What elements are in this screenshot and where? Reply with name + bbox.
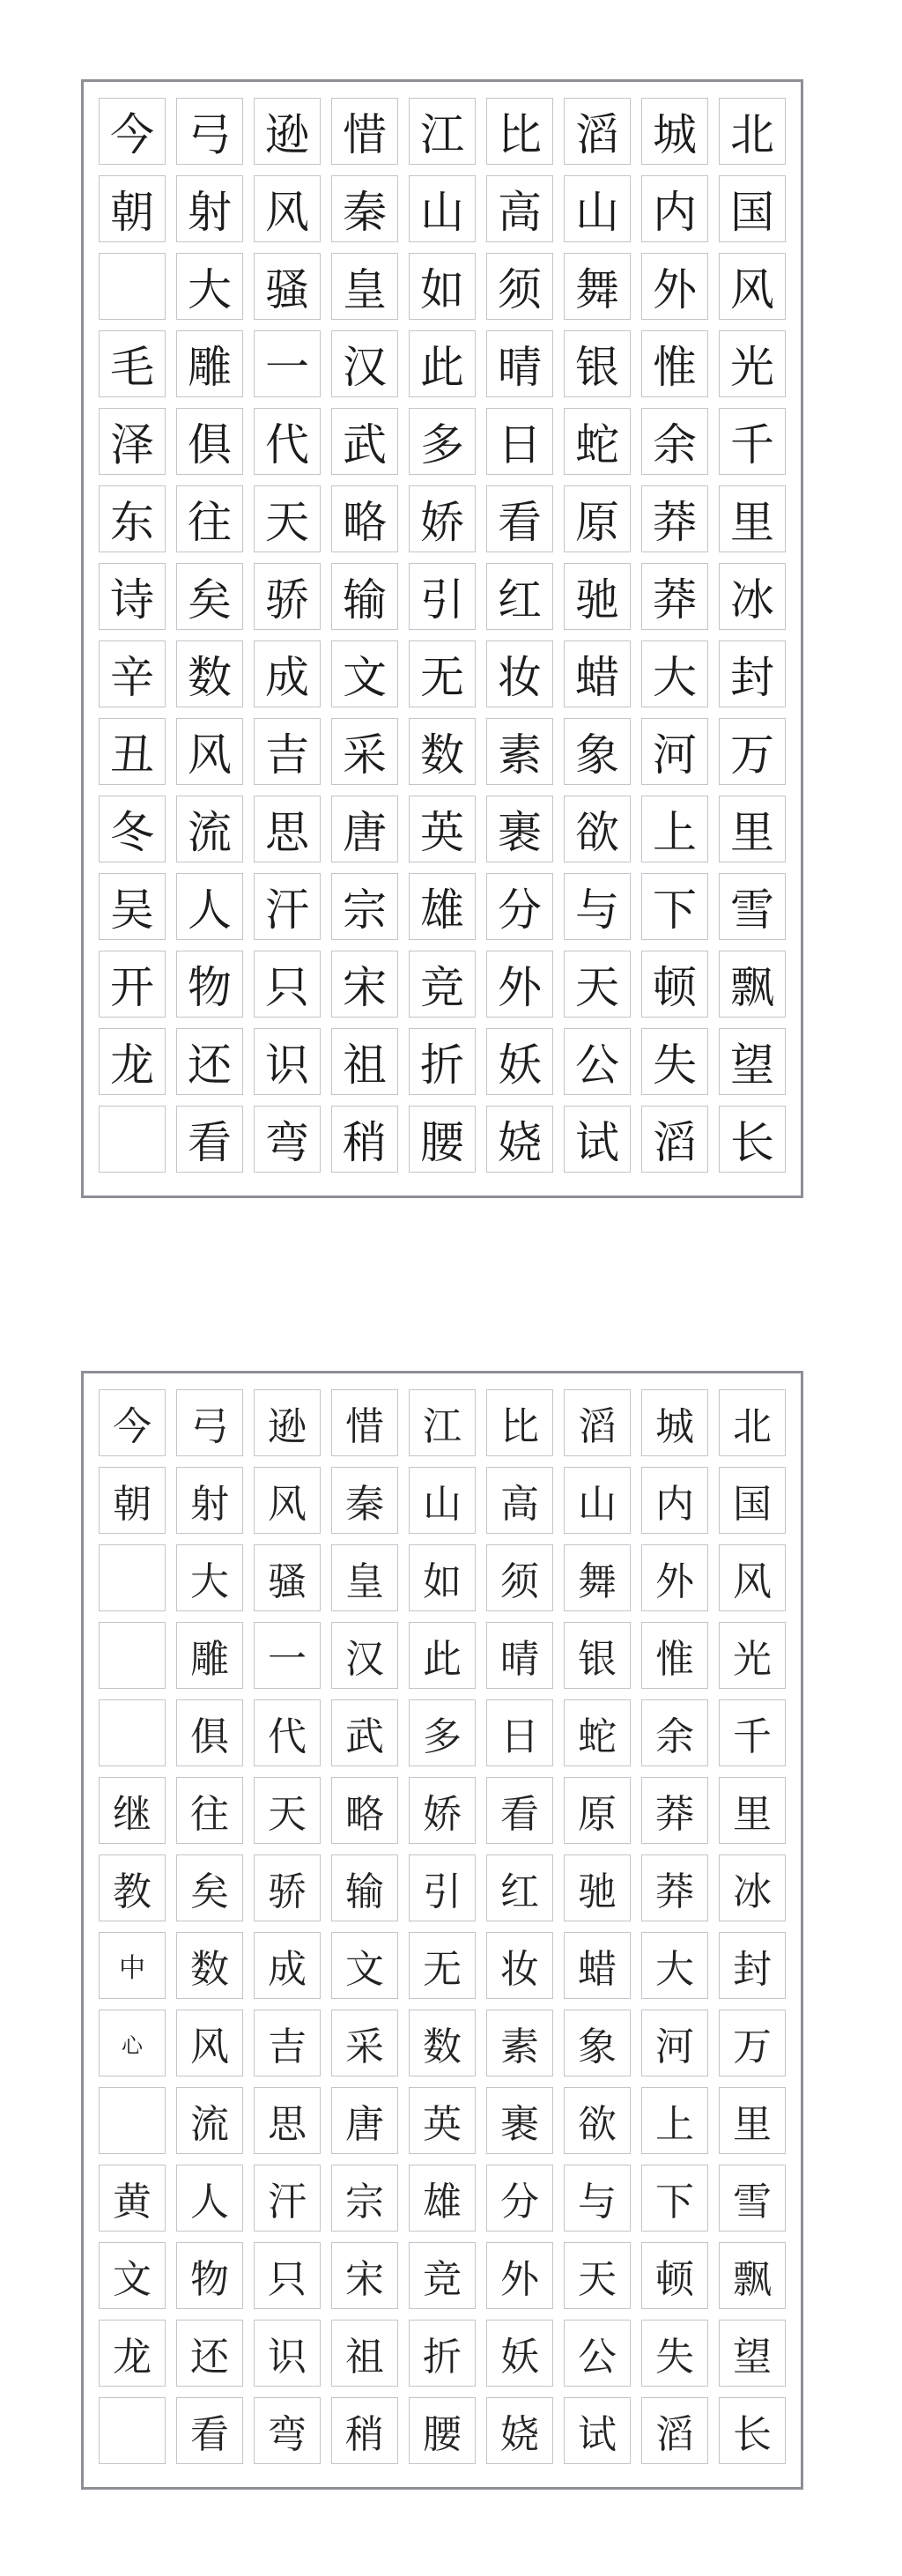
grid-cell: 英 [409,2087,476,2154]
grid-cell: 顿 [641,951,708,1018]
grid-cell: 输 [331,563,398,630]
grid-cell [99,2397,166,2464]
grid-cell: 莽 [641,1854,708,1921]
grid-cell: 冬 [99,796,166,862]
grid-cell: 外 [641,1544,708,1611]
character-grid-bottom [99,1389,786,2464]
grid-cell: 折 [409,1028,476,1095]
grid-cell: 思 [254,2087,321,2154]
grid-cell: 朝 [99,175,166,242]
handwriting-sheet-bottom [81,1371,803,2490]
grid-cell: 比 [486,98,553,165]
grid-cell: 日 [486,408,553,475]
grid-cell: 识 [254,2320,321,2387]
grid-cell: 朝 [99,1467,166,1534]
grid-cell: 丑 [99,718,166,785]
grid-cell: 北 [719,1389,786,1456]
grid-cell: 骚 [254,253,321,320]
grid-cell: 冰 [719,563,786,630]
grid-cell: 万 [719,2010,786,2076]
grid-cell: 失 [641,2320,708,2387]
grid-cell: 一 [254,1622,321,1689]
grid-cell: 引 [409,1854,476,1921]
grid-cell: 冰 [719,1854,786,1921]
grid-cell: 长 [719,2397,786,2464]
grid-cell: 宗 [331,873,398,940]
grid-cell: 飘 [719,2242,786,2309]
grid-cell: 妆 [486,640,553,707]
grid-cell: 妖 [486,2320,553,2387]
grid-cell: 日 [486,1699,553,1766]
grid-cell: 采 [331,718,398,785]
grid-cell [99,1699,166,1766]
grid-cell: 射 [176,175,243,242]
grid-cell: 雄 [409,2165,476,2232]
grid-cell: 舞 [564,253,631,320]
grid-cell: 辛 [99,640,166,707]
grid-cell: 封 [719,1932,786,1999]
grid-cell: 银 [564,330,631,397]
grid-cell: 比 [486,1389,553,1456]
grid-cell: 大 [176,1544,243,1611]
grid-cell: 蜡 [564,640,631,707]
grid-cell: 雪 [719,2165,786,2232]
grid-cell: 下 [641,873,708,940]
grid-cell [99,1106,166,1173]
grid-cell [99,1622,166,1689]
grid-cell: 蛇 [564,1699,631,1766]
grid-cell: 无 [409,640,476,707]
grid-cell: 晴 [486,330,553,397]
grid-cell: 继 [99,1777,166,1844]
grid-cell: 上 [641,796,708,862]
grid-cell: 诗 [99,563,166,630]
grid-cell: 武 [331,1699,398,1766]
grid-cell: 滔 [641,2397,708,2464]
grid-cell: 只 [254,951,321,1018]
grid-cell: 娇 [409,485,476,552]
grid-cell: 看 [176,2397,243,2464]
grid-cell: 银 [564,1622,631,1689]
grid-cell: 骄 [254,563,321,630]
grid-cell: 教 [99,1854,166,1921]
grid-cell: 余 [641,1699,708,1766]
grid-cell: 山 [564,175,631,242]
grid-cell: 失 [641,1028,708,1095]
grid-cell: 弓 [176,1389,243,1456]
grid-cell: 识 [254,1028,321,1095]
grid-cell: 竞 [409,951,476,1018]
grid-cell: 引 [409,563,476,630]
grid-cell: 多 [409,1699,476,1766]
grid-cell: 唐 [331,796,398,862]
grid-cell: 如 [409,253,476,320]
grid-cell: 分 [486,2165,553,2232]
grid-cell: 弓 [176,98,243,165]
grid-cell: 稍 [331,2397,398,2464]
grid-cell: 裹 [486,796,553,862]
grid-cell: 雪 [719,873,786,940]
grid-cell: 高 [486,175,553,242]
grid-cell: 惟 [641,1622,708,1689]
grid-cell: 里 [719,796,786,862]
grid-cell: 无 [409,1932,476,1999]
grid-cell: 与 [564,873,631,940]
grid-cell: 弯 [254,1106,321,1173]
grid-cell: 内 [641,175,708,242]
grid-cell: 望 [719,2320,786,2387]
grid-cell: 分 [486,873,553,940]
grid-cell: 滔 [564,98,631,165]
grid-cell: 看 [176,1106,243,1173]
grid-cell: 千 [719,408,786,475]
grid-cell: 数 [409,718,476,785]
grid-cell: 矣 [176,1854,243,1921]
grid-cell: 妖 [486,1028,553,1095]
grid-cell: 河 [641,2010,708,2076]
grid-cell: 流 [176,2087,243,2154]
grid-cell: 宋 [331,951,398,1018]
grid-cell: 顿 [641,2242,708,2309]
grid-cell: 须 [486,253,553,320]
grid-cell: 多 [409,408,476,475]
grid-cell: 数 [176,1932,243,1999]
grid-cell: 蜡 [564,1932,631,1999]
grid-cell: 汉 [331,330,398,397]
grid-cell: 长 [719,1106,786,1173]
grid-cell: 天 [254,485,321,552]
grid-cell: 内 [641,1467,708,1534]
grid-cell [99,1544,166,1611]
grid-cell: 看 [486,1777,553,1844]
grid-cell: 龙 [99,1028,166,1095]
grid-cell: 江 [409,98,476,165]
grid-cell: 国 [719,1467,786,1534]
grid-cell: 逊 [254,98,321,165]
grid-cell: 俱 [176,1699,243,1766]
grid-cell: 一 [254,330,321,397]
grid-cell: 武 [331,408,398,475]
grid-cell: 风 [719,1544,786,1611]
grid-cell: 骚 [254,1544,321,1611]
grid-cell: 汗 [254,873,321,940]
grid-cell [99,253,166,320]
grid-cell: 外 [641,253,708,320]
grid-cell: 皇 [331,1544,398,1611]
grid-cell: 素 [486,718,553,785]
grid-cell: 风 [254,175,321,242]
grid-cell: 滔 [564,1389,631,1456]
grid-cell: 千 [719,1699,786,1766]
grid-cell: 望 [719,1028,786,1095]
grid-cell: 山 [564,1467,631,1534]
grid-cell: 毛 [99,330,166,397]
grid-cell: 中 [99,1932,166,1999]
grid-cell: 英 [409,796,476,862]
grid-cell: 往 [176,485,243,552]
grid-cell: 人 [176,873,243,940]
grid-cell: 北 [719,98,786,165]
grid-cell: 唐 [331,2087,398,2154]
grid-cell: 还 [176,2320,243,2387]
grid-cell: 宗 [331,2165,398,2232]
grid-cell: 与 [564,2165,631,2232]
grid-cell: 娆 [486,2397,553,2464]
grid-cell: 龙 [99,2320,166,2387]
grid-cell: 输 [331,1854,398,1921]
grid-cell: 此 [409,330,476,397]
grid-cell: 稍 [331,1106,398,1173]
grid-cell: 城 [641,98,708,165]
grid-cell: 汉 [331,1622,398,1689]
grid-cell: 秦 [331,1467,398,1534]
grid-cell: 试 [564,1106,631,1173]
grid-cell: 成 [254,640,321,707]
grid-cell: 风 [719,253,786,320]
grid-cell: 万 [719,718,786,785]
grid-cell: 往 [176,1777,243,1844]
grid-cell: 今 [99,98,166,165]
grid-cell: 如 [409,1544,476,1611]
grid-cell: 素 [486,2010,553,2076]
grid-cell: 试 [564,2397,631,2464]
grid-cell: 上 [641,2087,708,2154]
grid-cell: 射 [176,1467,243,1534]
grid-cell: 红 [486,563,553,630]
grid-cell: 骄 [254,1854,321,1921]
grid-cell: 里 [719,2087,786,2154]
grid-cell: 外 [486,2242,553,2309]
grid-cell: 今 [99,1389,166,1456]
grid-cell: 吴 [99,873,166,940]
character-grid-top [99,98,786,1173]
grid-cell: 文 [331,640,398,707]
grid-cell: 惜 [331,98,398,165]
grid-cell: 皇 [331,253,398,320]
grid-cell: 数 [176,640,243,707]
grid-cell: 里 [719,1777,786,1844]
grid-cell: 还 [176,1028,243,1095]
grid-cell: 象 [564,2010,631,2076]
grid-cell: 雕 [176,1622,243,1689]
grid-cell: 文 [331,1932,398,1999]
grid-cell: 妆 [486,1932,553,1999]
grid-cell: 驰 [564,563,631,630]
grid-cell: 文 [99,2242,166,2309]
grid-cell: 腰 [409,2397,476,2464]
grid-cell: 思 [254,796,321,862]
grid-cell: 雄 [409,873,476,940]
grid-cell: 只 [254,2242,321,2309]
grid-cell: 弯 [254,2397,321,2464]
grid-cell: 外 [486,951,553,1018]
grid-cell: 红 [486,1854,553,1921]
grid-cell: 折 [409,2320,476,2387]
grid-cell: 雕 [176,330,243,397]
grid-cell: 祖 [331,2320,398,2387]
grid-cell: 俱 [176,408,243,475]
grid-cell: 下 [641,2165,708,2232]
grid-cell: 封 [719,640,786,707]
grid-cell: 大 [641,640,708,707]
grid-cell: 此 [409,1622,476,1689]
grid-cell: 数 [409,2010,476,2076]
grid-cell: 大 [641,1932,708,1999]
grid-cell: 吉 [254,718,321,785]
grid-cell: 莽 [641,1777,708,1844]
grid-cell: 风 [254,1467,321,1534]
grid-cell: 东 [99,485,166,552]
grid-cell: 采 [331,2010,398,2076]
grid-cell: 略 [331,1777,398,1844]
grid-cell: 光 [719,1622,786,1689]
grid-cell: 欲 [564,2087,631,2154]
grid-cell: 山 [409,175,476,242]
grid-cell: 娆 [486,1106,553,1173]
handwriting-sheet-top [81,79,803,1198]
grid-cell: 驰 [564,1854,631,1921]
grid-cell: 风 [176,2010,243,2076]
grid-cell: 祖 [331,1028,398,1095]
grid-cell: 物 [176,2242,243,2309]
grid-cell: 惟 [641,330,708,397]
grid-cell: 人 [176,2165,243,2232]
grid-cell: 成 [254,1932,321,1999]
grid-cell: 光 [719,330,786,397]
grid-cell: 河 [641,718,708,785]
grid-cell: 代 [254,1699,321,1766]
grid-cell: 逊 [254,1389,321,1456]
grid-cell: 余 [641,408,708,475]
grid-cell: 里 [719,485,786,552]
grid-cell: 滔 [641,1106,708,1173]
grid-cell: 江 [409,1389,476,1456]
grid-cell: 高 [486,1467,553,1534]
grid-cell: 国 [719,175,786,242]
grid-cell: 物 [176,951,243,1018]
grid-cell: 秦 [331,175,398,242]
grid-cell: 心 [99,2010,166,2076]
grid-cell: 蛇 [564,408,631,475]
grid-cell: 流 [176,796,243,862]
grid-cell: 城 [641,1389,708,1456]
grid-cell: 须 [486,1544,553,1611]
grid-cell [99,2087,166,2154]
grid-cell: 公 [564,2320,631,2387]
grid-cell: 矣 [176,563,243,630]
grid-cell: 竞 [409,2242,476,2309]
grid-cell: 略 [331,485,398,552]
grid-cell: 惜 [331,1389,398,1456]
grid-cell: 代 [254,408,321,475]
grid-cell: 晴 [486,1622,553,1689]
grid-cell: 娇 [409,1777,476,1844]
grid-cell: 公 [564,1028,631,1095]
grid-cell: 山 [409,1467,476,1534]
grid-cell: 象 [564,718,631,785]
grid-cell: 舞 [564,1544,631,1611]
grid-cell: 飘 [719,951,786,1018]
grid-cell: 黄 [99,2165,166,2232]
grid-cell: 宋 [331,2242,398,2309]
grid-cell: 看 [486,485,553,552]
grid-cell: 天 [254,1777,321,1844]
grid-cell: 莽 [641,485,708,552]
grid-cell: 腰 [409,1106,476,1173]
grid-cell: 天 [564,951,631,1018]
grid-cell: 汗 [254,2165,321,2232]
grid-cell: 风 [176,718,243,785]
grid-cell: 欲 [564,796,631,862]
grid-cell: 莽 [641,563,708,630]
grid-cell: 天 [564,2242,631,2309]
grid-cell: 开 [99,951,166,1018]
grid-cell: 大 [176,253,243,320]
grid-cell: 吉 [254,2010,321,2076]
grid-cell: 裹 [486,2087,553,2154]
grid-cell: 泽 [99,408,166,475]
grid-cell: 原 [564,1777,631,1844]
grid-cell: 原 [564,485,631,552]
